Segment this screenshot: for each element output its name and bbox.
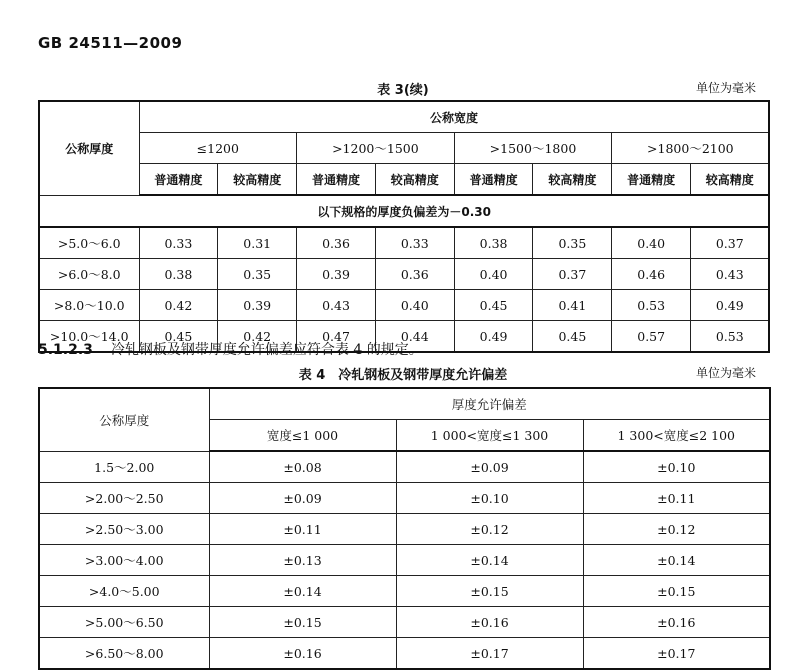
table3 (38, 100, 770, 353)
value-cell: 0.40 (454, 259, 533, 290)
table-row (39, 483, 770, 514)
table3-width-header: 公称宽度 (139, 101, 769, 133)
thickness-cell: >3.00～4.00 (39, 545, 209, 576)
table3-width-group: >1800～2100 (612, 133, 770, 164)
value-cell: 0.49 (454, 321, 533, 353)
table4-unit: 单位为毫米 (695, 366, 756, 380)
table4 (38, 387, 771, 670)
value-cell: 0.45 (454, 290, 533, 321)
value-cell: ±0.16 (396, 607, 583, 638)
table3-note-row: 以下规格的厚度负偏差为－0.30 (39, 195, 769, 227)
value-cell: 0.43 (691, 259, 770, 290)
value-cell: ±0.11 (583, 483, 770, 514)
table3-unit: 单位为毫米 (695, 81, 756, 95)
table-row (39, 290, 769, 321)
value-cell: ±0.08 (209, 451, 396, 483)
value-cell: 0.40 (375, 290, 454, 321)
table3-precision-normal: 普通精度 (139, 164, 218, 196)
thickness-cell: >5.00～6.50 (39, 607, 209, 638)
thickness-cell: >6.50～8.00 (39, 638, 209, 670)
table-row (39, 545, 770, 576)
value-cell: ±0.10 (396, 483, 583, 514)
thickness-cell: >4.0～5.00 (39, 576, 209, 607)
table-row (39, 451, 770, 483)
table-row (39, 259, 769, 290)
value-cell: 0.49 (691, 290, 770, 321)
value-cell: ±0.12 (583, 514, 770, 545)
value-cell: 0.40 (612, 227, 691, 259)
value-cell: 0.38 (139, 259, 218, 290)
value-cell: 0.35 (533, 227, 612, 259)
value-cell: 0.44 (375, 321, 454, 353)
value-cell: 0.43 (297, 290, 376, 321)
table-row (39, 638, 770, 670)
value-cell: 0.37 (533, 259, 612, 290)
table4-width-group: 宽度≤1 000 (209, 420, 396, 452)
value-cell: ±0.17 (583, 638, 770, 670)
table4-title: 表 4 冷轧钢板及钢带厚度允许偏差 (298, 368, 508, 383)
thickness-cell: 1.5～2.00 (39, 451, 209, 483)
value-cell: 0.57 (612, 321, 691, 353)
value-cell: ±0.15 (396, 576, 583, 607)
value-cell: ±0.14 (583, 545, 770, 576)
value-cell: ±0.09 (396, 451, 583, 483)
value-cell: 0.42 (218, 321, 297, 353)
table3-precision-high: 较高精度 (533, 164, 612, 196)
value-cell: 0.36 (297, 227, 376, 259)
table-row (39, 514, 770, 545)
table-row (39, 227, 769, 259)
table4-width-group: 1 000<宽度≤1 300 (396, 420, 583, 452)
value-cell: 0.36 (375, 259, 454, 290)
value-cell: 0.35 (218, 259, 297, 290)
value-cell: ±0.11 (209, 514, 396, 545)
table3-width-group: >1200～1500 (297, 133, 455, 164)
value-cell: 0.33 (139, 227, 218, 259)
value-cell: ±0.12 (396, 514, 583, 545)
table-row (39, 576, 770, 607)
value-cell: 0.31 (218, 227, 297, 259)
table-row (39, 607, 770, 638)
value-cell: 0.37 (691, 227, 770, 259)
value-cell: 0.33 (375, 227, 454, 259)
value-cell: ±0.16 (209, 638, 396, 670)
value-cell: ±0.16 (583, 607, 770, 638)
value-cell: ±0.10 (583, 451, 770, 483)
value-cell: ±0.13 (209, 545, 396, 576)
table3-precision-high: 较高精度 (375, 164, 454, 196)
thickness-cell: >6.0～8.0 (39, 259, 139, 290)
table4-row-header: 公称厚度 (39, 388, 209, 451)
clause-number: 5.1.2.3 (38, 342, 93, 358)
table3-precision-high: 较高精度 (691, 164, 770, 196)
table4-tolerance-header: 厚度允许偏差 (209, 388, 770, 420)
table3-width-group: ≤1200 (139, 133, 297, 164)
value-cell: 0.45 (139, 321, 218, 353)
table3-precision-high: 较高精度 (218, 164, 297, 196)
value-cell: 0.45 (533, 321, 612, 353)
table3-precision-normal: 普通精度 (454, 164, 533, 196)
value-cell: ±0.09 (209, 483, 396, 514)
value-cell: ±0.15 (583, 576, 770, 607)
standard-code: GB 24511—2009 (38, 34, 183, 52)
table3-width-group: >1500～1800 (454, 133, 612, 164)
table4-width-group: 1 300<宽度≤2 100 (583, 420, 770, 452)
table3-precision-normal: 普通精度 (297, 164, 376, 196)
value-cell: ±0.14 (209, 576, 396, 607)
value-cell: 0.38 (454, 227, 533, 259)
value-cell: 0.53 (612, 290, 691, 321)
value-cell: ±0.17 (396, 638, 583, 670)
thickness-cell: >8.0～10.0 (39, 290, 139, 321)
thickness-cell: >2.50～3.00 (39, 514, 209, 545)
table3-title: 表 3(续) (377, 83, 429, 98)
value-cell: 0.39 (297, 259, 376, 290)
thickness-cell: >5.0～6.0 (39, 227, 139, 259)
value-cell: ±0.15 (209, 607, 396, 638)
value-cell: 0.39 (218, 290, 297, 321)
value-cell: 0.53 (691, 321, 770, 353)
value-cell: 0.46 (612, 259, 691, 290)
thickness-cell: >2.00～2.50 (39, 483, 209, 514)
clause-5-1-2-3 (38, 339, 423, 359)
value-cell: 0.41 (533, 290, 612, 321)
thickness-cell: >10.0～14.0 (39, 321, 139, 353)
value-cell: 0.42 (139, 290, 218, 321)
value-cell: 0.47 (297, 321, 376, 353)
table3-precision-normal: 普通精度 (612, 164, 691, 196)
clause-text: 冷轧钢板及钢带厚度允许偏差应符合表 4 的规定。 (110, 342, 423, 358)
table3-row-header: 公称厚度 (39, 101, 139, 195)
value-cell: ±0.14 (396, 545, 583, 576)
